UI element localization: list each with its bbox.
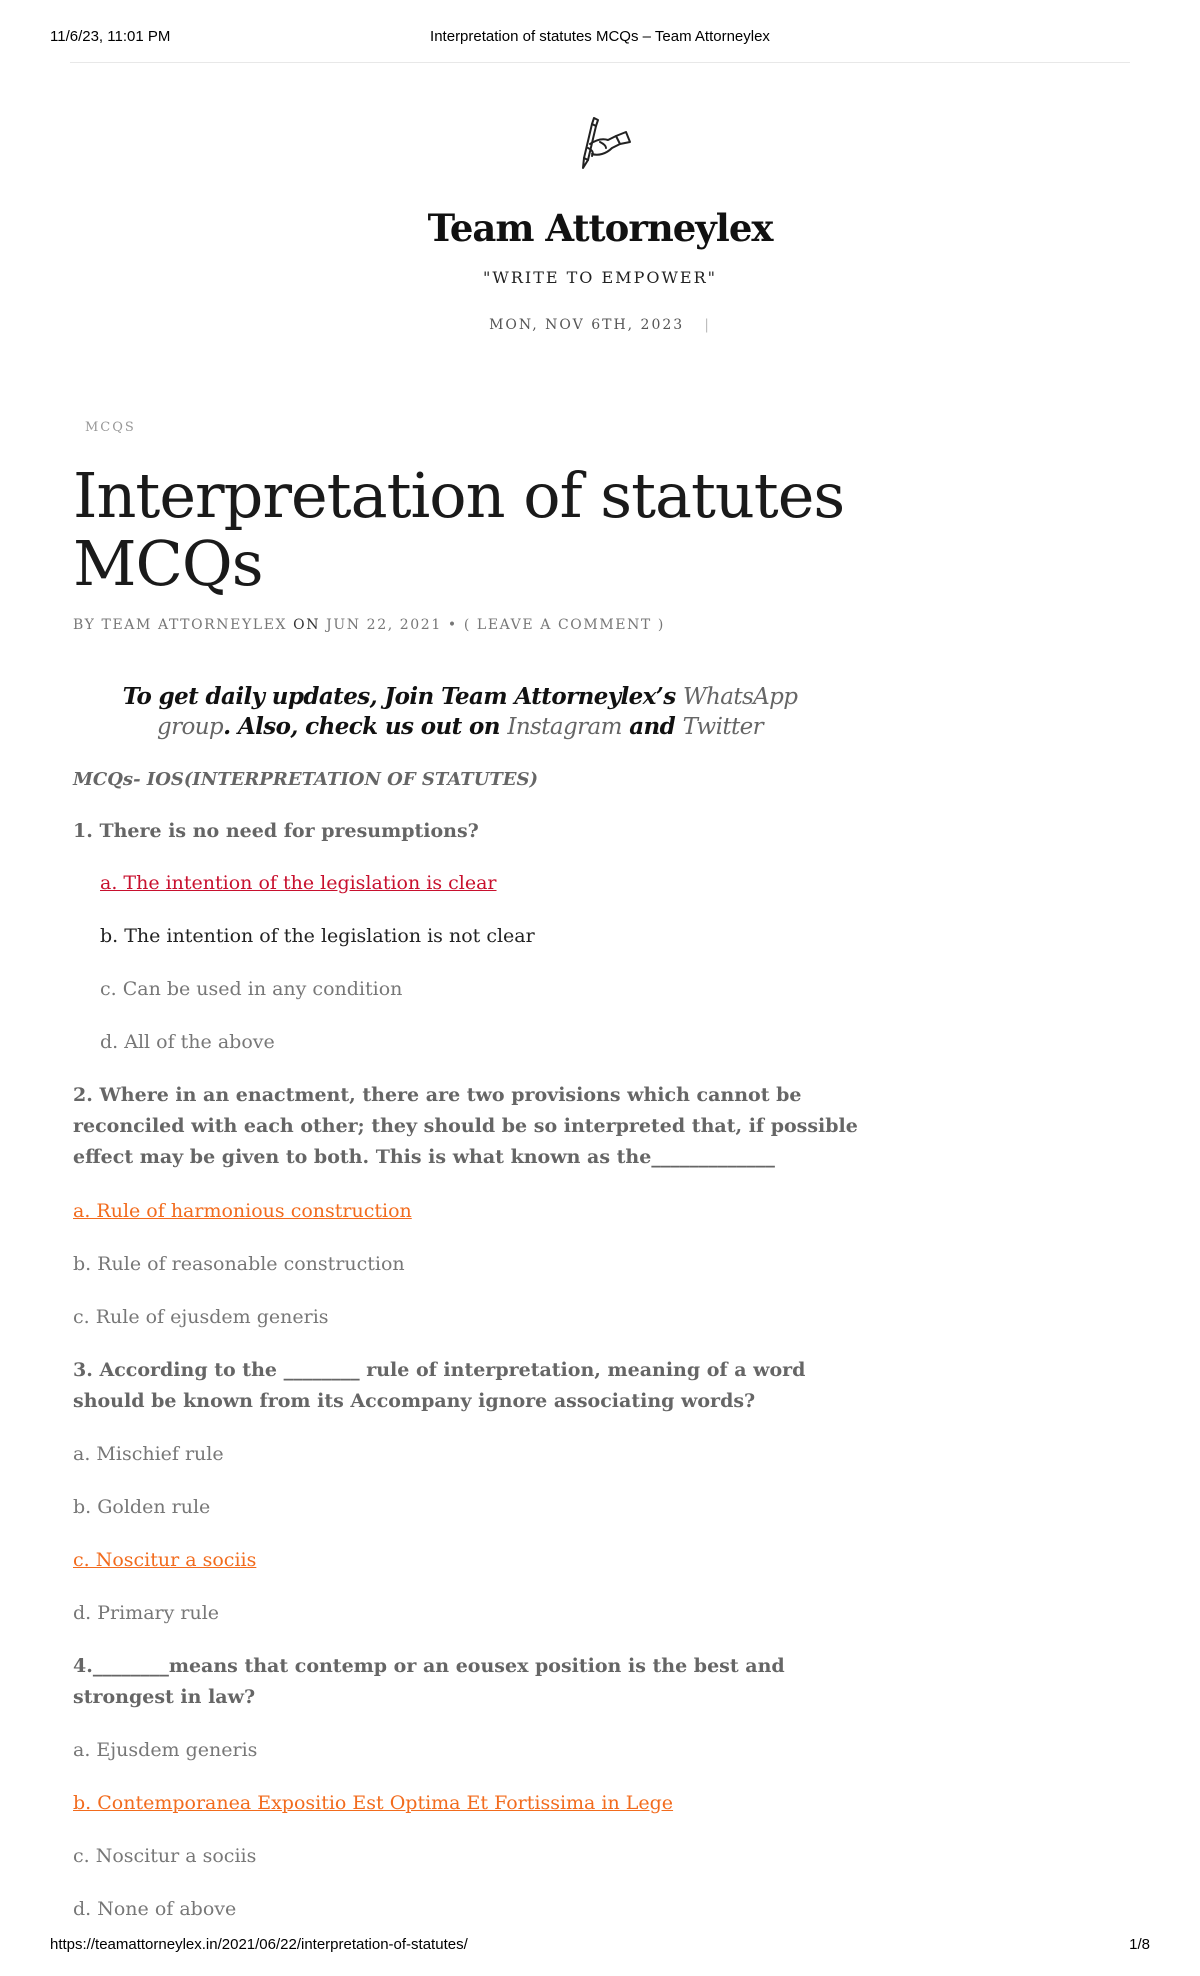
hand-writing-pen-icon[interactable] (570, 114, 634, 182)
instagram-link[interactable]: Instagram (507, 714, 622, 740)
q4-option-d: d. None of above (73, 1898, 237, 1920)
question-4: 4.________means that contemp or an eousex position is the best and strongest in law? (73, 1655, 785, 1708)
question-2: 2. Where in an enactment, there are two provisions which cannot be reconciled with each other; they should be so interpreted that, if possible effect may be given to both. This is what known as the_____________ (73, 1084, 858, 1168)
post-byline (73, 617, 665, 633)
q4-option-a: a. Ejusdem generis (73, 1739, 258, 1761)
date-separator: | (704, 317, 711, 333)
q4-option-b-answer[interactable]: b. Contemporanea Expositio Est Optima Et Fortissima in Lege (73, 1792, 674, 1814)
twitter-link[interactable]: Twitter (682, 714, 764, 740)
q3-option-d: d. Primary rule (73, 1602, 220, 1624)
question-1: 1. There is no need for presumptions? (73, 820, 479, 842)
print-footer (0, 1936, 1200, 1956)
promo-text-2: . Also, check us out on (223, 713, 508, 740)
current-date: MON, NOV 6TH, 2023 (489, 317, 685, 333)
section-heading: MCQs- IOS(INTERPRETATION OF STATUTES) (73, 769, 539, 790)
promo-banner (100, 682, 820, 742)
q1-option-b: b. The intention of the legislation is not clear (100, 925, 535, 947)
print-datetime: 11/6/23, 11:01 PM (50, 28, 171, 45)
site-tagline: "WRITE TO EMPOWER" (483, 268, 717, 287)
byline-on: ON (293, 617, 321, 633)
site-title[interactable]: Team Attorneylex (427, 206, 773, 250)
q2-option-c: c. Rule of ejusdem generis (73, 1306, 329, 1328)
q3-option-b: b. Golden rule (73, 1496, 211, 1518)
post-title: Interpretation of statutes MCQs (73, 459, 845, 600)
print-url: https://teamattorneylex.in/2021/06/22/interpretation-of-statutes/ (50, 1936, 468, 1953)
post-category[interactable]: MCQS (85, 420, 136, 435)
print-header (0, 28, 1200, 48)
byline-author[interactable]: TEAM ATTORNEYLEX (101, 617, 288, 633)
q3-option-c-answer[interactable]: c. Noscitur a sociis (73, 1549, 257, 1571)
site-date (0, 317, 1200, 333)
q3-option-a: a. Mischief rule (73, 1443, 224, 1465)
q1-option-c: c. Can be used in any condition (100, 978, 403, 1000)
byline-date[interactable]: JUN 22, 2021 (326, 617, 442, 633)
byline-by: BY (73, 617, 96, 633)
page-number: 1/8 (1129, 1936, 1150, 1953)
byline-bullet: • (447, 617, 458, 633)
q1-option-a-answer[interactable]: a. The intention of the legislation is clear (100, 872, 497, 894)
whatsapp-group-link[interactable]: WhatsApp group (156, 684, 798, 740)
leave-comment-link[interactable]: ( LEAVE A COMMENT ) (463, 617, 665, 633)
question-3: 3. According to the ________ rule of interpretation, meaning of a word should be known from its Accompany ignore associating words? (73, 1359, 806, 1412)
q2-option-a-answer[interactable]: a. Rule of harmonious construction (73, 1200, 412, 1222)
q1-option-d: d. All of the above (100, 1031, 275, 1053)
print-page-title: Interpretation of statutes MCQs – Team Attorneylex (430, 28, 770, 45)
q4-option-c: c. Noscitur a sociis (73, 1845, 257, 1867)
header-divider (70, 62, 1130, 63)
promo-text-1: To get daily updates, Join Team Attorneylex’s (122, 683, 683, 710)
q2-option-b: b. Rule of reasonable construction (73, 1253, 405, 1275)
promo-text-3: and (621, 713, 683, 740)
